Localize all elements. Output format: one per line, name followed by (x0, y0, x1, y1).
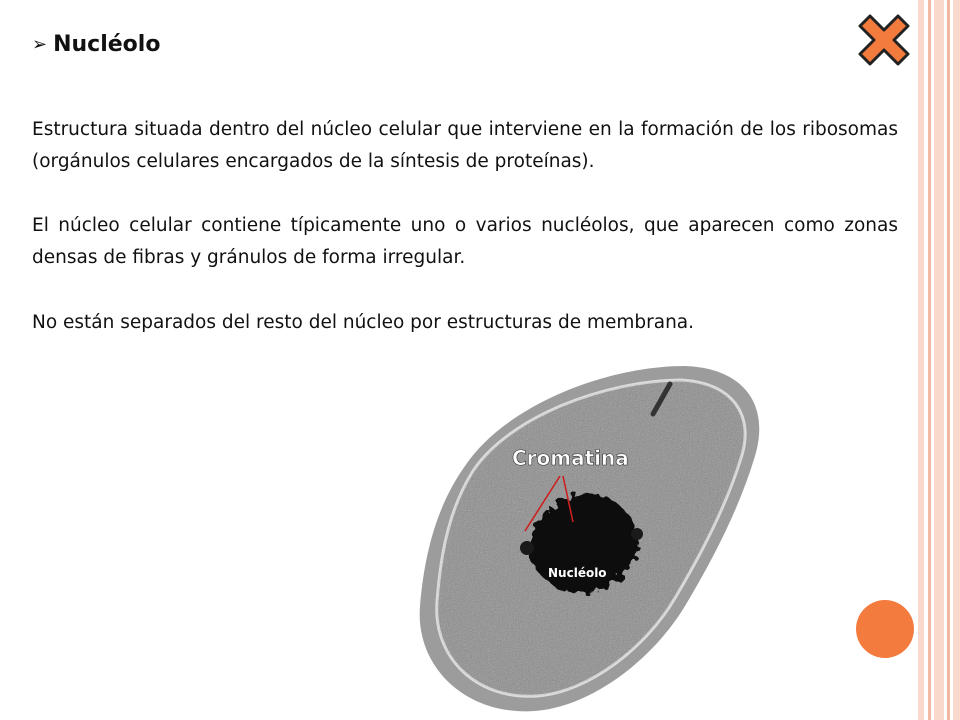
slide-title: Nucléolo (53, 32, 161, 57)
close-icon[interactable] (858, 14, 910, 66)
nucleus-micrograph (385, 336, 800, 720)
right-border-decoration (918, 0, 960, 720)
nucleolus-label: Nucléolo (548, 566, 607, 580)
paragraph-definition: Estructura situada dentro del núcleo celular que interviene en la formación de los ribosomas (orgánulos celulares encargados de la síntesis de proteínas). (32, 119, 898, 172)
orange-circle-decoration (856, 600, 914, 658)
arrow-bullet-icon: ➢ (32, 34, 48, 55)
paragraph-description: El núcleo celular contiene típicamente uno o varios nucléolos, que aparecen como zonas densas de fibras y gránulos de forma irregular. (32, 215, 898, 268)
slide-heading (32, 32, 160, 57)
paragraph-membrane: No están separados del resto del núcleo por estructuras de membrana. (32, 312, 695, 333)
chromatin-label: Cromatina (512, 446, 629, 470)
